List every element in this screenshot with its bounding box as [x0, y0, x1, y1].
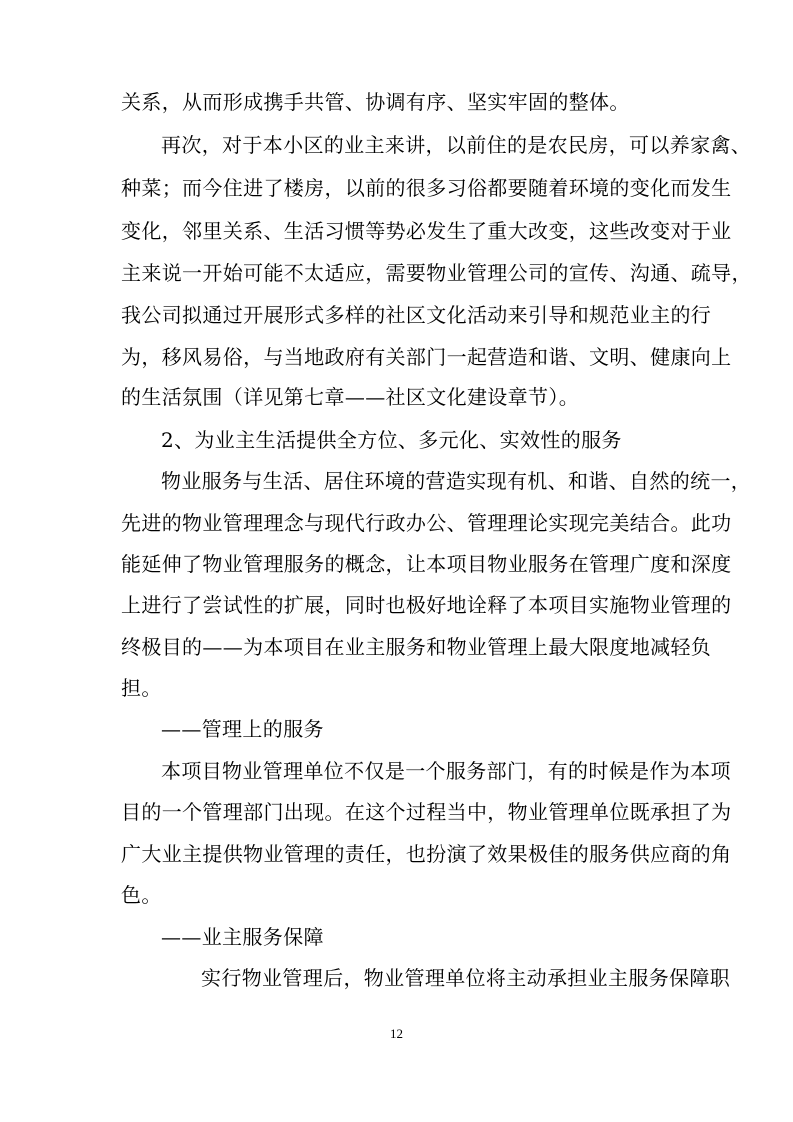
text-line: 实行物业管理后，物业管理单位将主动承担业主服务保障职: [201, 966, 731, 990]
text-line: 先进的物业管理理念与现代行政办公、管理理论实现完美结合。此功: [121, 511, 732, 535]
text-line: 上进行了尝试性的扩展，同时也极好地诠释了本项目实施物业管理的: [121, 593, 732, 617]
text-line: 为，移风易俗，与当地政府有关部门一起营造和谐、文明、健康向上: [121, 345, 732, 369]
text-line: 目的一个管理部门出现。在这个过程当中，物业管理单位既承担了为: [121, 800, 732, 824]
text-line: 担。: [121, 676, 162, 700]
subsection-heading: ——管理上的服务: [161, 717, 324, 741]
text-line: 变化，邻里关系、生活习惯等势必发生了重大改变，这些改变对于业: [121, 219, 732, 243]
text-line: 能延伸了物业管理服务的概念，让本项目物业服务在管理广度和深度: [121, 552, 732, 576]
text-line: 广大业主提供物业管理的责任，也扮演了效果极佳的服务供应商的角: [121, 842, 732, 866]
text-line: 终极目的——为本项目在业主服务和物业管理上最大限度地减轻负: [121, 635, 712, 659]
text-line: 关系，从而形成携手共管、协调有序、坚实牢固的整体。: [121, 90, 630, 114]
text-line: 再次，对于本小区的业主来讲，以前住的是农民房，可以养家禽、: [161, 133, 752, 157]
section-heading: 2、为业主生活提供全方位、多元化、实效性的服务: [161, 428, 622, 452]
text-line: 物业服务与生活、居住环境的营造实现有机、和谐、自然的统一，: [161, 469, 752, 493]
text-line: 我公司拟通过开展形式多样的社区文化活动来引导和规范业主的行: [121, 303, 712, 327]
text-line: 种菜；而今住进了楼房，以前的很多习俗都要随着环境的变化而发生: [121, 176, 732, 200]
text-line: 色。: [121, 883, 162, 907]
text-line: 的生活氛围（详见第七章——社区文化建设章节）。: [121, 385, 580, 409]
subsection-heading: ——业主服务保障: [161, 925, 324, 949]
text-line: 本项目物业管理单位不仅是一个服务部门，有的时候是作为本项: [161, 759, 731, 783]
text-line: 主来说一开始可能不太适应，需要物业管理公司的宣传、沟通、疏导，: [121, 261, 752, 285]
page-number: 12: [390, 1026, 403, 1041]
